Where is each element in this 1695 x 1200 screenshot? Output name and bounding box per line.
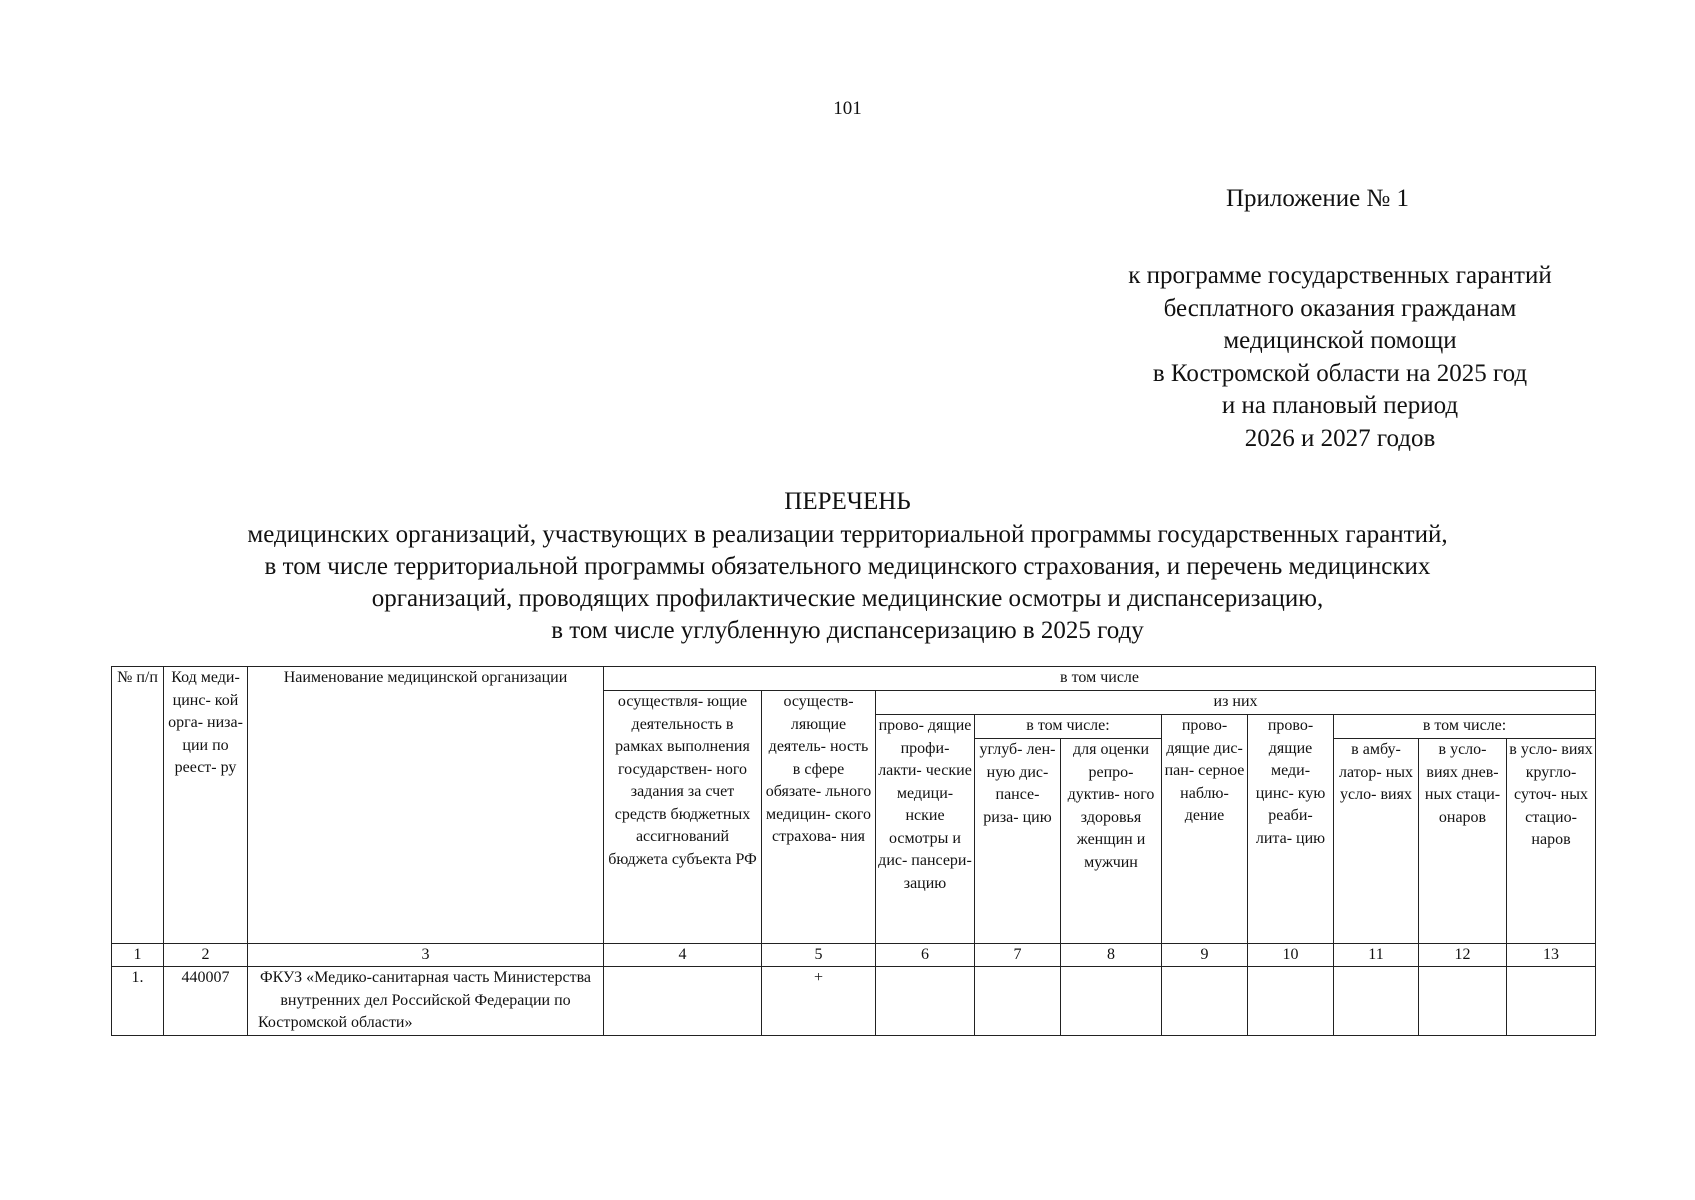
row-cell-amb — [1334, 967, 1419, 1036]
header-rehab: прово- дящие меди- цинс- кую реаби- лита- цию — [1248, 715, 1334, 944]
row-code: 440007 — [164, 967, 248, 1036]
header-oms: осуществ- ляющие деятель- ность в сфере обязате- льного медицин- ского страхова- ния — [762, 691, 876, 944]
organizations-table — [111, 666, 1596, 1036]
appendix-description-line: медицинской помощи — [1223, 327, 1457, 354]
column-number: 12 — [1419, 944, 1507, 967]
header-amb: в амбу- латор- ных усло- виях — [1334, 739, 1419, 944]
column-number: 9 — [1162, 944, 1248, 967]
column-number: 3 — [248, 944, 604, 967]
header-budget: осуществля- ющие деятельность в рамках выполнения государствен- ного задания за счет средств бюджетных ассигнований бюджета субъекта РФ — [604, 691, 762, 944]
header-of-them: из них — [876, 691, 1596, 715]
appendix-description-line: в Костромской области на 2025 год — [1152, 359, 1528, 387]
row-cell-repro — [1061, 967, 1162, 1036]
header-round: в усло- виях кругло- суточ- ных стацио- наров — [1507, 739, 1596, 944]
appendix-description-line: 2026 и 2027 годов — [1244, 424, 1436, 452]
header-including-2: в том числе: — [1334, 715, 1596, 739]
column-number: 6 — [876, 944, 975, 967]
appendix-description — [1060, 260, 1620, 455]
row-num: 1. — [112, 967, 164, 1036]
column-number: 4 — [604, 944, 762, 967]
table-row — [112, 967, 1596, 1036]
appendix-description-line: и на плановый период — [1221, 392, 1459, 419]
column-number: 13 — [1507, 944, 1596, 967]
header-code: Код меди- цинс- кой орга- низа- ции по реест- ру — [164, 667, 248, 944]
subtitle-line: в том числе углубленную диспансеризацию в 2025 году — [551, 617, 1144, 644]
row-organization-name: ФКУЗ «Медико-санитарная часть Министерства внутренних дел Российской Федерации по Костромской области» — [248, 967, 604, 1036]
header-deep: углуб- лен- ную дис- пансе- риза- цию — [975, 739, 1061, 944]
row-cell-day — [1419, 967, 1507, 1036]
column-number: 8 — [1061, 944, 1162, 967]
row-cell-deep — [975, 967, 1061, 1036]
column-number: 1 — [112, 944, 164, 967]
row-cell-round — [1507, 967, 1596, 1036]
header-including: в том числе — [604, 667, 1596, 691]
subtitle-line: организаций, проводящих профилактические медицинские осмотры и диспансеризацию, — [371, 585, 1324, 612]
appendix-description-line: к программе государственных гарантий — [1128, 262, 1552, 289]
header-name: Наименование медицинской организации — [248, 667, 604, 944]
appendix-label: Приложение № 1 — [1226, 185, 1410, 212]
header-num: № п/п — [112, 667, 164, 944]
subtitle-line: медицинских организаций, участвующих в реализации территориальной программы государственных гарантий, — [247, 521, 1448, 548]
column-number: 7 — [975, 944, 1061, 967]
header-disp: прово- дящие дис- пан- серное наблю- дение — [1162, 715, 1248, 944]
document-title: ПЕРЕЧЕНЬ — [784, 488, 911, 515]
column-number: 10 — [1248, 944, 1334, 967]
column-number: 11 — [1334, 944, 1419, 967]
header-prof: прово- дящие профи- лакти- ческие медици- нские осмотры и дис- пансери- зацию — [876, 715, 975, 944]
page-number: 101 — [833, 98, 862, 119]
header-day: в усло- виях днев- ных стаци- онаров — [1419, 739, 1507, 944]
header-including-1: в том числе: — [975, 715, 1162, 739]
row-cell-oms: + — [762, 967, 876, 1036]
header-repro: для оценки репро- дуктив- ного здоровья женщин и мужчин — [1061, 739, 1162, 944]
column-number-row — [112, 944, 1596, 967]
subtitle-line: в том числе территориальной программы обязательного медицинского страхования, и перечень медицинских — [264, 553, 1431, 580]
row-cell-rehab — [1248, 967, 1334, 1036]
column-number: 2 — [164, 944, 248, 967]
row-cell-prof — [876, 967, 975, 1036]
document-subtitle — [0, 519, 1695, 647]
row-cell-budget — [604, 967, 762, 1036]
column-number: 5 — [762, 944, 876, 967]
appendix-description-line: бесплатного оказания гражданам — [1163, 294, 1517, 322]
row-cell-disp — [1162, 967, 1248, 1036]
